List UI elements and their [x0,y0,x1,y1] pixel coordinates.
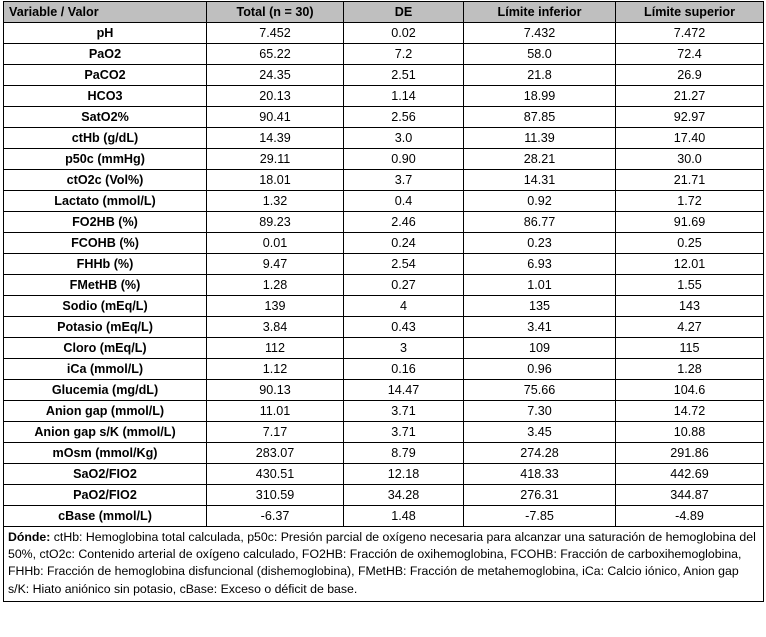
cell-lower-limit: 276.31 [464,485,616,506]
cell-variable: ctO2c (Vol%) [4,170,207,191]
cell-variable: Anion gap s/K (mmol/L) [4,422,207,443]
table-row [4,86,764,107]
cell-de: 3 [344,338,464,359]
cell-variable: FMetHB (%) [4,275,207,296]
cell-upper-limit: 115 [616,338,764,359]
header-upper-limit: Límite superior [616,2,764,23]
cell-lower-limit: -7.85 [464,506,616,527]
cell-total: -6.37 [207,506,344,527]
cell-upper-limit: 92.97 [616,107,764,128]
cell-total: 9.47 [207,254,344,275]
cell-variable: Lactato (mmol/L) [4,191,207,212]
table-row [4,275,764,296]
cell-variable: FHHb (%) [4,254,207,275]
table-row [4,44,764,65]
cell-de: 2.46 [344,212,464,233]
cell-lower-limit: 3.45 [464,422,616,443]
cell-variable: SatO2% [4,107,207,128]
cell-variable: mOsm (mmol/Kg) [4,443,207,464]
cell-de: 1.48 [344,506,464,527]
cell-lower-limit: 75.66 [464,380,616,401]
cell-upper-limit: 10.88 [616,422,764,443]
cell-variable: PaCO2 [4,65,207,86]
cell-upper-limit: -4.89 [616,506,764,527]
cell-total: 29.11 [207,149,344,170]
cell-lower-limit: 7.30 [464,401,616,422]
cell-total: 11.01 [207,401,344,422]
cell-de: 0.24 [344,233,464,254]
cell-total: 0.01 [207,233,344,254]
cell-de: 1.14 [344,86,464,107]
cell-total: 3.84 [207,317,344,338]
cell-lower-limit: 274.28 [464,443,616,464]
cell-variable: HCO3 [4,86,207,107]
cell-lower-limit: 6.93 [464,254,616,275]
table-row [4,401,764,422]
cell-de: 0.02 [344,23,464,44]
cell-de: 0.43 [344,317,464,338]
cell-lower-limit: 7.432 [464,23,616,44]
cell-total: 14.39 [207,128,344,149]
cell-de: 2.51 [344,65,464,86]
header-lower-limit: Límite inferior [464,2,616,23]
cell-upper-limit: 14.72 [616,401,764,422]
cell-variable: pH [4,23,207,44]
cell-variable: iCa (mmol/L) [4,359,207,380]
cell-lower-limit: 58.0 [464,44,616,65]
cell-lower-limit: 14.31 [464,170,616,191]
cell-total: 90.41 [207,107,344,128]
cell-total: 430.51 [207,464,344,485]
cell-total: 7.452 [207,23,344,44]
footnote-row [4,527,764,602]
cell-de: 0.90 [344,149,464,170]
header-total: Total (n = 30) [207,2,344,23]
cell-lower-limit: 18.99 [464,86,616,107]
cell-upper-limit: 291.86 [616,443,764,464]
cell-lower-limit: 418.33 [464,464,616,485]
cell-lower-limit: 87.85 [464,107,616,128]
table-row [4,506,764,527]
cell-lower-limit: 28.21 [464,149,616,170]
table-row [4,107,764,128]
cell-upper-limit: 104.6 [616,380,764,401]
cell-upper-limit: 1.28 [616,359,764,380]
cell-total: 65.22 [207,44,344,65]
cell-upper-limit: 4.27 [616,317,764,338]
table-row [4,296,764,317]
cell-de: 3.71 [344,401,464,422]
cell-upper-limit: 1.55 [616,275,764,296]
cell-variable: FCOHB (%) [4,233,207,254]
cell-upper-limit: 26.9 [616,65,764,86]
header-de: DE [344,2,464,23]
table-row [4,233,764,254]
cell-lower-limit: 11.39 [464,128,616,149]
cell-variable: Glucemia (mg/dL) [4,380,207,401]
table-row [4,128,764,149]
cell-de: 0.27 [344,275,464,296]
cell-de: 8.79 [344,443,464,464]
cell-lower-limit: 1.01 [464,275,616,296]
cell-lower-limit: 0.96 [464,359,616,380]
cell-variable: Anion gap (mmol/L) [4,401,207,422]
table-row [4,212,764,233]
table-row [4,254,764,275]
cell-de: 2.54 [344,254,464,275]
cell-lower-limit: 21.8 [464,65,616,86]
cell-de: 2.56 [344,107,464,128]
cell-de: 0.4 [344,191,464,212]
cell-variable: Cloro (mEq/L) [4,338,207,359]
footnote-label: Dónde: [8,530,51,544]
cell-lower-limit: 3.41 [464,317,616,338]
cell-variable: cBase (mmol/L) [4,506,207,527]
cell-total: 7.17 [207,422,344,443]
cell-de: 4 [344,296,464,317]
cell-de: 14.47 [344,380,464,401]
table-row [4,380,764,401]
header-row [4,2,764,23]
cell-de: 12.18 [344,464,464,485]
table-row [4,170,764,191]
cell-total: 18.01 [207,170,344,191]
cell-total: 89.23 [207,212,344,233]
cell-upper-limit: 442.69 [616,464,764,485]
cell-lower-limit: 109 [464,338,616,359]
cell-variable: Sodio (mEq/L) [4,296,207,317]
table-row [4,359,764,380]
table-row [4,317,764,338]
cell-upper-limit: 17.40 [616,128,764,149]
cell-de: 34.28 [344,485,464,506]
table-row [4,443,764,464]
cell-total: 139 [207,296,344,317]
table-body [4,23,764,527]
results-table [3,1,764,602]
cell-total: 112 [207,338,344,359]
cell-upper-limit: 143 [616,296,764,317]
table-row [4,149,764,170]
cell-upper-limit: 12.01 [616,254,764,275]
cell-total: 283.07 [207,443,344,464]
cell-upper-limit: 72.4 [616,44,764,65]
cell-upper-limit: 91.69 [616,212,764,233]
footnote [4,527,764,602]
cell-de: 0.16 [344,359,464,380]
cell-de: 3.0 [344,128,464,149]
cell-lower-limit: 135 [464,296,616,317]
cell-de: 3.71 [344,422,464,443]
cell-total: 1.28 [207,275,344,296]
cell-upper-limit: 21.27 [616,86,764,107]
cell-variable: Potasio (mEq/L) [4,317,207,338]
cell-upper-limit: 0.25 [616,233,764,254]
table-row [4,464,764,485]
cell-upper-limit: 7.472 [616,23,764,44]
cell-de: 3.7 [344,170,464,191]
table-row [4,485,764,506]
table-row [4,338,764,359]
header-variable: Variable / Valor [4,2,207,23]
cell-total: 24.35 [207,65,344,86]
cell-total: 90.13 [207,380,344,401]
cell-variable: p50c (mmHg) [4,149,207,170]
cell-upper-limit: 21.71 [616,170,764,191]
cell-variable: FO2HB (%) [4,212,207,233]
cell-de: 7.2 [344,44,464,65]
cell-total: 310.59 [207,485,344,506]
cell-total: 1.32 [207,191,344,212]
cell-upper-limit: 1.72 [616,191,764,212]
results-table-container [3,1,763,602]
cell-variable: PaO2/FIO2 [4,485,207,506]
table-row [4,23,764,44]
table-row [4,191,764,212]
cell-variable: SaO2/FIO2 [4,464,207,485]
table-row [4,65,764,86]
cell-lower-limit: 86.77 [464,212,616,233]
table-row [4,422,764,443]
cell-lower-limit: 0.23 [464,233,616,254]
cell-variable: PaO2 [4,44,207,65]
cell-upper-limit: 30.0 [616,149,764,170]
cell-upper-limit: 344.87 [616,485,764,506]
cell-total: 1.12 [207,359,344,380]
cell-lower-limit: 0.92 [464,191,616,212]
cell-total: 20.13 [207,86,344,107]
cell-variable: ctHb (g/dL) [4,128,207,149]
footnote-text: ctHb: Hemoglobina total calculada, p50c: Presión parcial de oxígeno necesaria para alcanzar una saturación de hemoglobina del 50%, ctO2c: Contenido arterial de oxígeno calculado, FO2HB: Fracción de oxihemoglobina, FCOHB: Fracción de carboxihemoglobina, FHHb: Fracción de hemoglobina disfuncional (dishemoglobina), FMetHB: Fracción de metahemoglobina, iCa: Calcio iónico, Anion gap s/K: Hiato aniónico sin potasio, cBase: Exceso o déficit de base. [8,530,756,596]
